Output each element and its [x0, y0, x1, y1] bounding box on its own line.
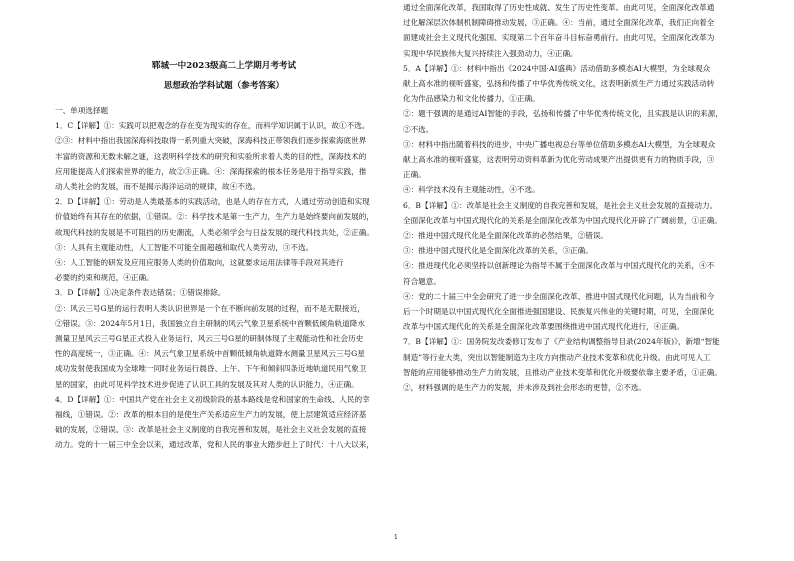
text-line: ③：材料中指出随着科技的进步，中央广播电视总台等单位借助多模态AI大模型，为全球观众	[403, 139, 716, 149]
text-line: 性的高度统一，③正确。④：风云气象卫星系统中首颗低倾角轨道降水测量卫星风云三号G星	[55, 349, 365, 359]
text-line: 福线，①错误。②：改革的根本目的是使生产关系适应生产力的发展，使上层建筑适应经济基	[55, 410, 367, 420]
text-line: 4．D【详解】①：中国共产党在社会主义初级阶段的基本路线是党和国家的生命线、人民的幸	[55, 394, 370, 404]
text-line: 动人类社会的发展，而不是揭示海洋运动的规律，故④不选。	[55, 182, 261, 192]
text-line: 5．A【详解】①：材料中指出《2024中国·AI盛典》活动借助多模态AI大模型，为全球观众	[403, 63, 711, 73]
text-line: ②，材料强调的是生产力的发展，并未涉及到社会形态的更替，②不选。	[403, 383, 646, 393]
text-line: ②：风云三号G星的运行表明人类认识世界是一个在不断向前发展的过程，而不是无限接近，	[55, 303, 365, 313]
text-line: ②错误。③：2024年5月1日，我国独立自主研制的风云气象卫星系统中首颗低倾角轨道降水	[55, 318, 365, 328]
text-line: ②不选。	[403, 124, 434, 134]
text-line: ④：党的二十届三中全会研究了进一步全面深化改革、推进中国式现代化问题，认为当前和今	[403, 291, 715, 301]
text-line: ④：人工智能的研发及应用应服务人类的价值取向，这就要求运用法律等手段对其进行	[55, 258, 344, 268]
text-line: 献上高水准的视听盛宴，这表明劳动资料革新为优化劳动成果产出提供更有力的物质手段，③	[403, 155, 715, 165]
left-column	[55, 0, 393, 453]
text-line: 实现中华民族伟大复兴持续注入强劲动力，④正确。	[403, 48, 578, 58]
text-line: 改革与中国式现代化的关系是全面深化改革要围绕推进中国式现代化进行，④正确。	[403, 322, 684, 332]
text-line: 通过全面深化改革，我国取得了历史性成就、发生了历史性变革。由此可见，全面深化改革通	[403, 3, 715, 12]
text-line: ②：推进中国式现代化是全面深化改革的必然结果，②错误。	[403, 231, 609, 241]
left-answer-text	[55, 118, 393, 452]
text-line: 础的发展，②错误。③：改革是社会主义制度的自我完善和发展，是社会主义社会发展的直接	[55, 425, 367, 435]
text-line: 全面深化改革与中国式现代化的关系是全面深化改革为中国式现代化开辟了广阔前景，①正确。	[403, 215, 722, 225]
text-line: ②：题干强调的是通过AI智能的手段，弘扬和传播了中华优秀传统文化，且实践是认识的来源，	[403, 109, 723, 119]
text-line: ②③：材料中指出我国深海科技取得一系列重大突破，深海科技正带领我们逐步探索海底世界	[55, 136, 367, 146]
text-line: 1．C【详解】①：实践可以把观念的存在变为现实的存在，而科学知识属于认识，故①不选。	[55, 121, 370, 131]
text-line: 后一个时期是以中国式现代化全面推进强国建设、民族复兴伟业的关键时期，可见，全面深化	[403, 307, 715, 317]
text-line: 符合题意。	[403, 276, 441, 286]
text-line: 献上高水准的视听盛宴，弘扬和传播了中华优秀传统文化，这表明新质生产力通过实践活动转	[403, 79, 715, 89]
text-line: 制造”等行业大类，突出以智能制造为主攻方向推动产业技术变革和优化升级。由此可见人工	[403, 352, 711, 362]
text-line: 正确。	[403, 170, 426, 180]
text-line: ③：推进中国式现代化是全面深化改革的关系，③正确。	[403, 246, 593, 256]
text-line: 7．B【详解】①：国务院发改委修订发布了《产业结构调整指导目录(2024年版)》，新增“智能	[403, 337, 720, 347]
text-line: 应用能提高人们探索世界的能力，故②③正确。④：深海探索的根本任务是用于指导实践，推	[55, 166, 367, 176]
text-line: ④：科学技术没有主观能动性，④不选。	[403, 185, 540, 195]
text-line: 3．D【详解】①决定条件表达错误；①错误排除。	[55, 288, 226, 298]
text-line: 成功发射使我国成为全球唯一同时业务运行晨昏、上午、下午和倾斜四条近地轨道民用气象卫	[55, 364, 367, 374]
document-subtitle: 思想政治学科试题（参考答案）	[163, 81, 285, 91]
right-column	[403, 0, 743, 395]
text-line: 化为作品感染力和文化传播力，①正确。	[403, 94, 540, 104]
text-line: 星的国家，由此可见科学技术进步促进了认识工具的发展及其对人类的认识能力，④正确。	[55, 379, 359, 389]
page-number: 1	[394, 534, 398, 541]
text-line: 故现代科技的发展是不可阻挡的历史潮流，人类必须学会与日益发展的现代科技共处，②正确。	[55, 227, 374, 237]
text-line: 智能的应用能够推动生产力的发展，且推动产业技术变革和优化升级要依靠主要矛盾，①正确。	[403, 367, 722, 377]
text-line: 过化解深层次体制机制障碍推动发展，③正确。④：当前，通过全面深化改革，我们正向着全	[403, 18, 715, 28]
text-line: ④：推进现代化必须坚持以创新理论为指导不属于全面深化改革与中国式现代化的关系，④不	[403, 261, 715, 271]
text-line: ③：人具有主观能动性，人工智能不可能全面超越和取代人类劳动，③不选。	[55, 242, 314, 252]
text-line: 动力。党的十一届三中全会以来，通过改革，党和人民的事业大踏步赶上了时代：十八大以来，	[55, 440, 374, 450]
text-line: 2．D【详解】①：劳动是人类最基本的实践活动，也是人的存在方式，人通过劳动创造和实现	[55, 197, 370, 207]
section-heading: 一、单项选择题	[55, 106, 109, 115]
text-line: 丰富的资源和无数未解之谜，这表明科学技术的研究和实验所求着人类的目的性，深海技术的	[55, 151, 367, 161]
text-line: 测量卫星风云三号G星正式投入业务运行，风云三号G星的研制体现了主观能动性和社会历史	[55, 334, 364, 344]
right-answer-text	[403, 0, 743, 395]
document-title: 郓城一中2023级高二上学期月考考试	[151, 61, 297, 71]
text-line: 6．B【详解】①：改革是社会主义制度的自我完善和发展，是社会主义社会发展的直接动力。	[403, 200, 718, 210]
text-line: 必要的约束和规范，④正确。	[55, 273, 154, 283]
text-line: 面建成社会主义现代化强国、实现第二个百年奋斗目标奋勇前行。由此可见，全面深化改革为	[403, 33, 715, 43]
text-line: 价值始终有其存在的依据，①错误。②：科学技术是第一生产力，生产力是始终要向前发展的，	[55, 212, 374, 222]
